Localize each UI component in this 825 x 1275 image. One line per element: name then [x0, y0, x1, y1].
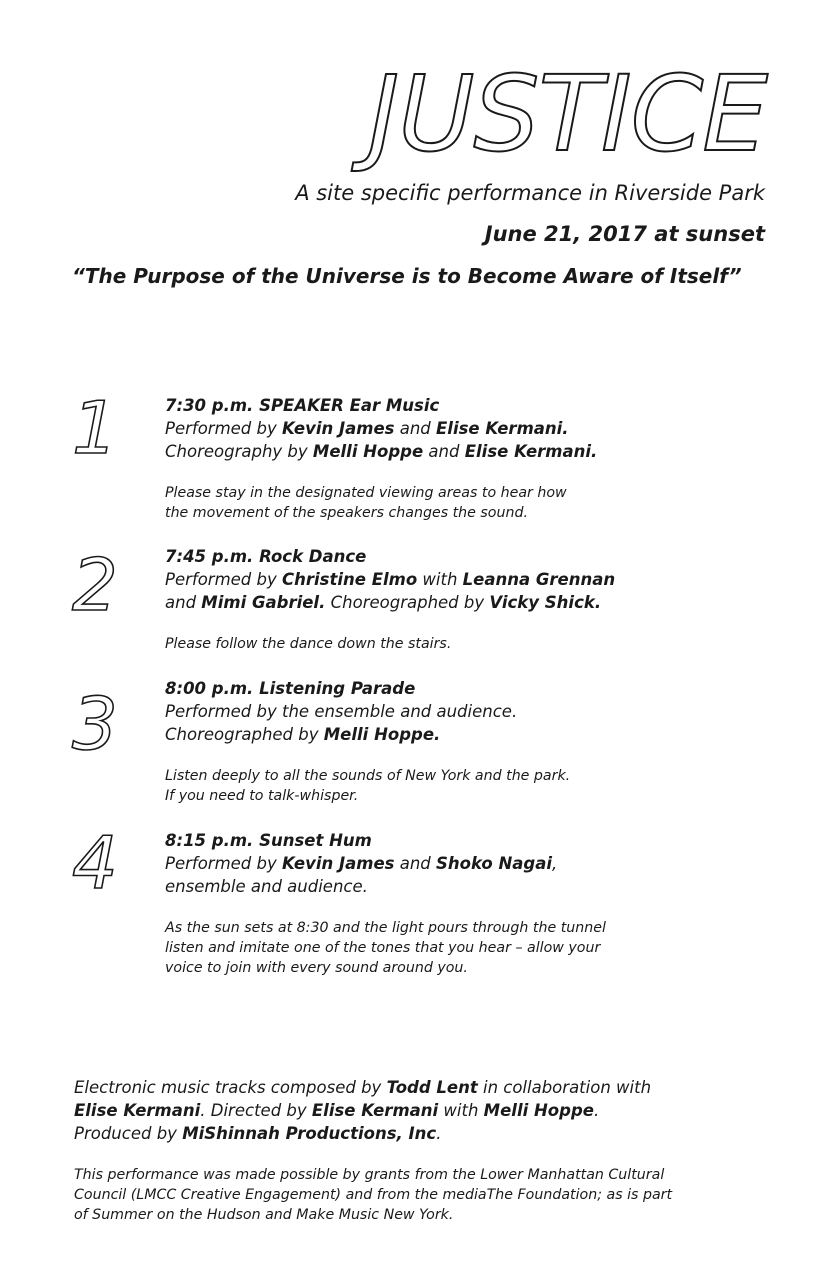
program-note [165, 483, 725, 523]
program-note [165, 918, 725, 978]
program-choreography [165, 440, 725, 463]
composer-name: Todd Lent [386, 1078, 478, 1097]
program-note [165, 766, 725, 806]
program-performers [165, 568, 725, 591]
program-performers [165, 852, 725, 875]
performer-name: Kevin James [282, 854, 395, 873]
collaborator-name: Elise Kermani [74, 1101, 201, 1120]
note-line: If you need to talk-whisper. [165, 788, 359, 804]
event-title: JUSTICE [368, 53, 767, 175]
performer-name: Kevin James [282, 419, 395, 438]
program-performers [165, 700, 725, 723]
program-note [165, 634, 725, 654]
note-line: Please follow the dance down the stairs. [165, 636, 452, 652]
text-segment: and [394, 854, 437, 873]
funding-acknowledgement [74, 1165, 774, 1225]
performer-name: Mimi Gabriel. [201, 593, 326, 612]
text-segment: . [436, 1124, 442, 1143]
credits [74, 1076, 774, 1145]
director-name: Melli Hoppe [483, 1101, 594, 1120]
producer-name: MiShinnah Productions, Inc [182, 1124, 437, 1143]
choreographer-name: Melli Hoppe [312, 442, 424, 461]
program-heading: 8:00 p.m. Listening Parade [165, 679, 416, 698]
program-item-3 [165, 677, 725, 806]
note-line: voice to join with every sound around you. [165, 960, 468, 976]
text-segment: Produced by [74, 1124, 183, 1143]
text-segment: with [417, 570, 463, 589]
choreographer-name: Melli Hoppe. [323, 725, 441, 744]
note-line: Listen deeply to all the sounds of New York and the park. [165, 768, 571, 784]
text-segment: . Directed by [200, 1101, 312, 1120]
text-segment: Performed by [165, 570, 282, 589]
program-item-2 [165, 545, 725, 654]
text-segment: and [423, 442, 465, 461]
program-performers-continued [165, 875, 725, 898]
text-segment: with [438, 1101, 484, 1120]
text-segment: Choreography by [165, 442, 313, 461]
choreographer-name: Elise Kermani. [464, 442, 598, 461]
program-number-1: 1 [72, 386, 118, 470]
program-choreography [165, 723, 725, 746]
program-item-1 [165, 394, 725, 523]
event-subtitle: A site specific performance in Riverside Park [295, 181, 765, 205]
text-segment: Performed by [165, 419, 282, 438]
director-name: Elise Kermani [311, 1101, 439, 1120]
event-motto: “The Purpose of the Universe is to Become Aware of Itself” [72, 264, 742, 288]
performer-name: Leanna Grennan [462, 570, 616, 589]
event-date: June 21, 2017 at sunset [484, 222, 765, 246]
acknowledgement-line: This performance was made possible by grants from the Lower Manhattan Cultural [74, 1167, 665, 1183]
text-segment: Performed by the ensemble and audience. [165, 702, 518, 721]
text-segment: Choreographed by [325, 593, 490, 612]
program-performers [165, 417, 725, 440]
performer-name: Shoko Nagai [436, 854, 552, 873]
program-number-3: 3 [72, 682, 118, 766]
performer-name: Christine Elmo [282, 570, 418, 589]
choreographer-name: Vicky Shick. [489, 593, 602, 612]
credits-line [74, 1122, 774, 1145]
performer-name: Elise Kermani. [436, 419, 569, 438]
program-number-4: 4 [72, 821, 118, 905]
text-segment: and [394, 419, 437, 438]
text-segment: and [165, 593, 202, 612]
note-line: As the sun sets at 8:30 and the light pours through the tunnel [165, 920, 606, 936]
program-heading: 7:45 p.m. Rock Dance [165, 547, 367, 566]
note-line: listen and imitate one of the tones that you hear – allow your [165, 940, 601, 956]
text-segment: , [552, 854, 558, 873]
program-heading: 7:30 p.m. SPEAKER Ear Music [165, 396, 440, 415]
program-heading: 8:15 p.m. Sunset Hum [165, 831, 372, 850]
text-segment: in collaboration with [477, 1078, 652, 1097]
program-item-4 [165, 829, 725, 978]
credits-line [74, 1076, 774, 1099]
text-segment: Choreographed by [165, 725, 324, 744]
text-segment: Performed by [165, 854, 282, 873]
program-choreography [165, 591, 725, 614]
text-segment: . [593, 1101, 600, 1120]
text-segment: ensemble and audience. [165, 877, 368, 896]
note-line: Please stay in the designated viewing areas to hear how [165, 485, 567, 501]
program-number-2: 2 [72, 543, 118, 627]
credits-line [74, 1099, 774, 1122]
note-line: the movement of the speakers changes the sound. [165, 505, 528, 521]
acknowledgement-line: Council (LMCC Creative Engagement) and from the mediaThe Foundation; as is part [74, 1187, 673, 1203]
acknowledgement-line: of Summer on the Hudson and Make Music New York. [74, 1207, 454, 1223]
text-segment: Electronic music tracks composed by [74, 1078, 387, 1097]
